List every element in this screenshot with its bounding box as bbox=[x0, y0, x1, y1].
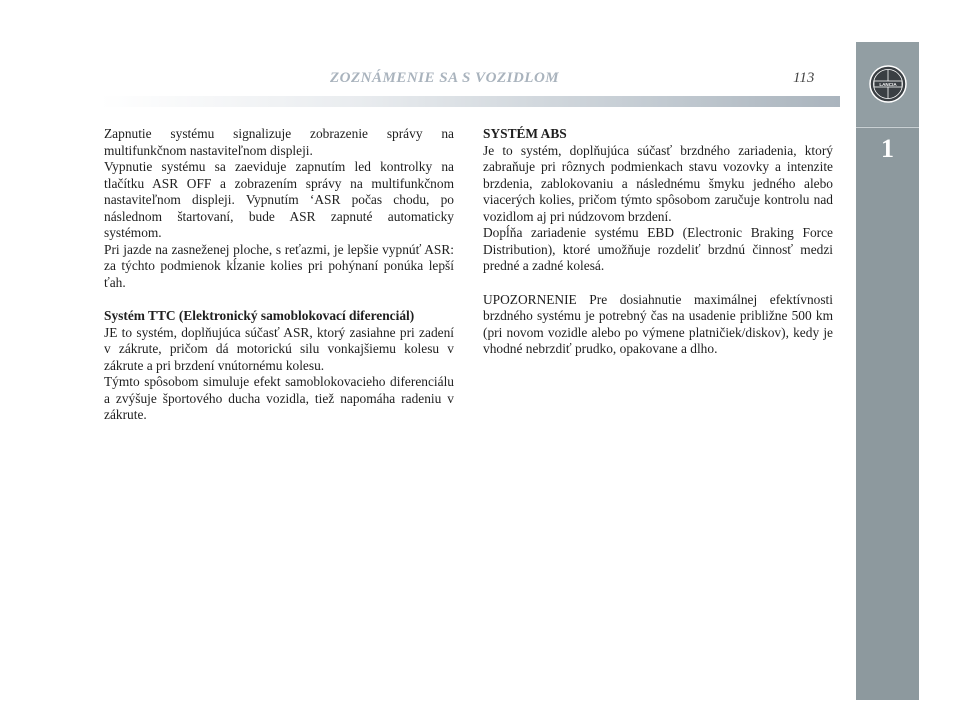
paragraph: Dopĺňa zariadenie systému EBD (Electronic Braking Force Distribution), ktoré umožňuje rozdeliť brzdnú činnosť medzi predné a zadné kolesá. bbox=[483, 225, 833, 273]
paragraph: Je to systém, doplňujúca súčasť brzdného zariadenia, ktorý zabraňuje pri rôznych podmienkach stavu vozovky a intenzite brzdenia, zablokovaniu a následnému šmyku jedného alebo viacerých kolies, pričom týmto spôsobom zaručuje kontrolu nad vozidlom aj pri núdzovom brzdení. bbox=[483, 142, 833, 224]
right-column bbox=[483, 126, 833, 358]
paragraph: Vypnutie systému sa zaeviduje zapnutím led kontrolky na tlačítku ASR OFF a zobrazením správy na multifunkčnom nastaviteľnom displeji. Vypnutím ‘ASR počas chodu, po následnom štartovaní, bude ASR zapnuté automaticky systémom. bbox=[104, 159, 454, 240]
chapter-number: 1 bbox=[881, 134, 894, 163]
section-heading-abs: SYSTÉM ABS bbox=[483, 126, 567, 141]
sidebar-logo-area bbox=[856, 42, 919, 126]
sidebar-divider bbox=[856, 127, 919, 128]
running-header-title: ZOZNÁMENIE SA S VOZIDLOM bbox=[330, 70, 560, 86]
chapter-sidebar bbox=[856, 42, 919, 700]
paragraph: Týmto spôsobom simuluje efekt samoblokovacieho diferenciálu a zvýšuje športového ducha vozidla, tiež napomáha radeniu v zákrute. bbox=[104, 374, 454, 422]
paragraph: Pri jazde na zasneženej ploche, s reťazmi, je lepšie vypnúť ASR: za týchto podmienok kĺzanie kolies pri pohýnaní ponúka lepší ťah. bbox=[104, 241, 454, 290]
logo-text: LANCIA bbox=[878, 81, 897, 87]
warning-paragraph: UPOZORNENIE Pre dosiahnutie maximálnej efektívnosti brzdného systému je potrebný čas na usadenie približne 500 km (pri novom vozidle alebo po výmene platničiek/diskov), kedy je vhodné nebrzdiť prudko, opakovane a dlho. bbox=[483, 291, 833, 356]
header-rule bbox=[100, 96, 840, 107]
left-column bbox=[104, 126, 454, 424]
lancia-logo-icon bbox=[868, 64, 908, 104]
section-heading-ttc: Systém TTC (Elektronický samoblokovací diferenciál) bbox=[104, 308, 415, 323]
paragraph: Zapnutie systému signalizuje zobrazenie správy na multifunkčnom nastaviteľnom displeji. bbox=[104, 126, 454, 158]
paragraph: JE to systém, doplňujúca súčasť ASR, ktorý zasiahne pri zadení v zákrute, pričom dá motorickú silu vonkajšiemu kolesu v zákrute a pri brzdení vnútornému kolesu. bbox=[104, 324, 454, 373]
page-number: 113 bbox=[793, 70, 815, 86]
